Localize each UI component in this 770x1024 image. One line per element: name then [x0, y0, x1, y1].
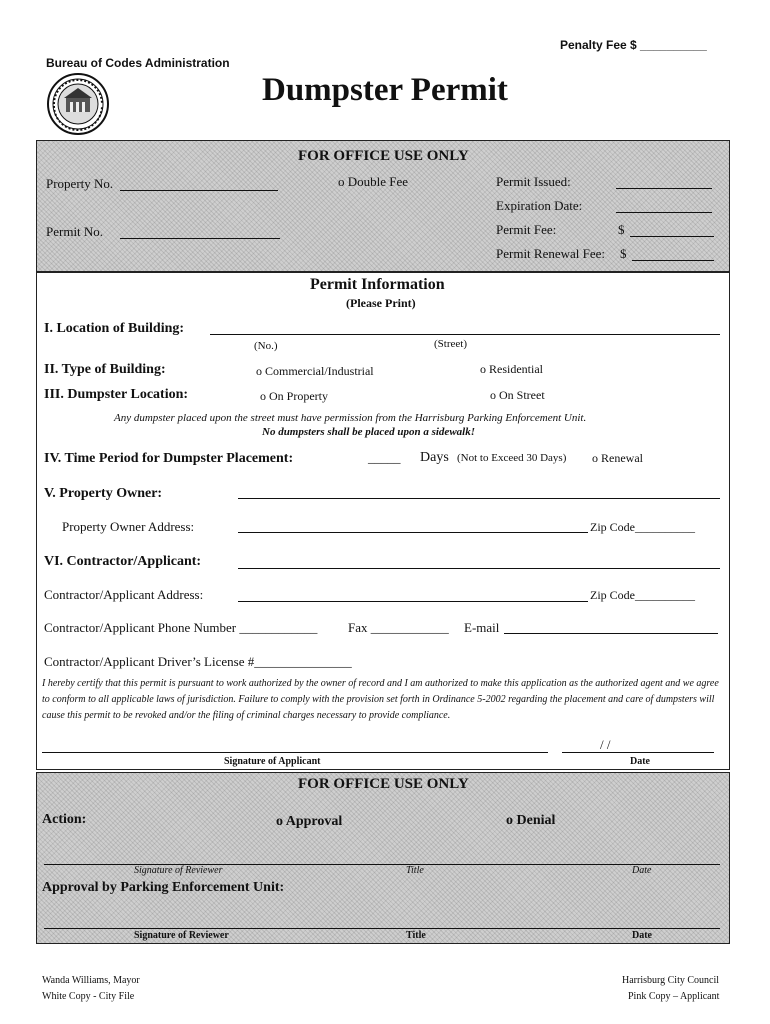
reviewer-date-caption-1: Date: [632, 865, 652, 876]
applicant-date-caption: Date: [630, 756, 650, 767]
email-label: E-mail: [464, 620, 500, 635]
dumpster-location-label: III. Dumpster Location:: [44, 387, 189, 402]
white-copy-note: White Copy - City File: [42, 991, 135, 1002]
type-commercial-checkbox[interactable]: o Commercial/Industrial: [256, 364, 374, 378]
city-seal: [46, 72, 110, 136]
approval-checkbox[interactable]: o Approval: [276, 814, 343, 829]
not-exceed-note: (Not to Exceed 30 Days): [457, 452, 567, 464]
reviewer-line-2[interactable]: [44, 928, 720, 929]
applicant-signature-field[interactable]: [42, 752, 548, 753]
email-field[interactable]: [504, 633, 718, 634]
denial-checkbox[interactable]: o Denial: [506, 813, 556, 828]
renewal-fee-dollar: $: [620, 246, 627, 261]
reviewer-signature-caption-2: Signature of Reviewer: [134, 930, 229, 941]
sidewalk-notice: No dumpsters shall be placed upon a sidewalk!: [262, 426, 475, 438]
mayor-name: Wanda Williams, Mayor: [42, 975, 140, 986]
property-owner-field[interactable]: [238, 498, 720, 499]
office-use-bottom-box: [36, 772, 730, 944]
property-no-label: Property No.: [46, 176, 114, 191]
days-field[interactable]: _____: [368, 450, 401, 465]
owner-zip-field[interactable]: Zip Code__________: [590, 520, 695, 534]
renewal-checkbox[interactable]: o Renewal: [592, 451, 643, 465]
on-street-checkbox[interactable]: o On Street: [490, 388, 545, 402]
on-property-checkbox[interactable]: o On Property: [260, 389, 328, 403]
page-title: Dumpster Permit: [262, 72, 508, 108]
location-label: I. Location of Building:: [44, 321, 185, 336]
city-council: Harrisburg City Council: [622, 975, 720, 986]
permit-fee-dollar: $: [618, 222, 625, 237]
penalty-fee-label: Penalty Fee $ __________: [560, 38, 707, 52]
location-no-caption: (No.): [254, 340, 278, 352]
reviewer-signature-caption-1: Signature of Reviewer: [134, 865, 223, 876]
date-separators: / /: [600, 737, 611, 752]
property-owner-label: V. Property Owner:: [44, 486, 163, 501]
owner-address-label: Property Owner Address:: [62, 519, 195, 534]
permit-issued-label: Permit Issued:: [496, 174, 571, 189]
location-field[interactable]: [210, 334, 720, 335]
fax-field[interactable]: Fax ____________: [348, 620, 449, 635]
contractor-address-label: Contractor/Applicant Address:: [44, 587, 204, 602]
reviewer-title-caption-1: Title: [406, 865, 424, 876]
renewal-fee-field[interactable]: [632, 260, 714, 261]
certification-statement: I hereby certify that this permit is pursuant to work authorized by the owner of record and I am authorized to make this application as the authorized agent and we agree to conform to all applicable laws of jurisdiction. Failure to comply with the provision set forth in Ordinance 5-2002 regarding the placement and care of dumpsters will cause this permit to be revoked and/or the filing of criminal charges necessary to provide compliance.: [42, 678, 719, 721]
expiration-date-label: Expiration Date:: [496, 198, 583, 213]
phone-field[interactable]: Contractor/Applicant Phone Number ____________: [44, 620, 318, 635]
property-no-field[interactable]: [120, 190, 278, 191]
permit-renewal-fee-label: Permit Renewal Fee:: [496, 246, 606, 261]
permit-info-heading: Permit Information: [310, 276, 445, 293]
permit-fee-label: Permit Fee:: [496, 222, 557, 237]
drivers-license-field[interactable]: Contractor/Applicant Driver’s License #_______________: [44, 654, 352, 669]
permit-fee-field[interactable]: [630, 236, 714, 237]
bureau-name: Bureau of Codes Administration: [46, 56, 230, 70]
office-use-heading-bottom: FOR OFFICE USE ONLY: [298, 776, 469, 792]
office-use-heading-top: FOR OFFICE USE ONLY: [298, 148, 469, 164]
owner-address-field[interactable]: [238, 532, 588, 533]
permit-issued-field[interactable]: [616, 188, 712, 189]
time-period-label: IV. Time Period for Dumpster Placement:: [44, 451, 294, 466]
contractor-field[interactable]: [238, 568, 720, 569]
location-street-caption: (Street): [434, 338, 467, 350]
pink-copy-note: Pink Copy – Applicant: [628, 991, 720, 1002]
street-permission-notice: Any dumpster placed upon the street must have permission from the Harrisburg Parking Enforcement Unit.: [114, 412, 587, 424]
contractor-label: VI. Contractor/Applicant:: [44, 554, 202, 569]
reviewer-title-caption-2: Title: [406, 930, 426, 941]
contractor-address-field[interactable]: [238, 601, 588, 602]
permit-no-label: Permit No.: [46, 224, 104, 239]
reviewer-date-caption-2: Date: [632, 930, 652, 941]
type-residential-checkbox[interactable]: o Residential: [480, 362, 543, 376]
expiration-date-field[interactable]: [616, 212, 712, 213]
contractor-zip-field[interactable]: Zip Code__________: [590, 588, 695, 602]
parking-approval-label: Approval by Parking Enforcement Unit:: [42, 880, 285, 895]
permit-info-subheading: (Please Print): [346, 296, 416, 310]
days-label: Days: [420, 450, 449, 465]
double-fee-checkbox[interactable]: o Double Fee: [338, 174, 409, 189]
type-label: II. Type of Building:: [44, 362, 166, 377]
action-label: Action:: [42, 812, 87, 827]
applicant-date-field[interactable]: [562, 752, 714, 753]
permit-no-field[interactable]: [120, 238, 280, 239]
signature-applicant-caption: Signature of Applicant: [224, 756, 321, 767]
